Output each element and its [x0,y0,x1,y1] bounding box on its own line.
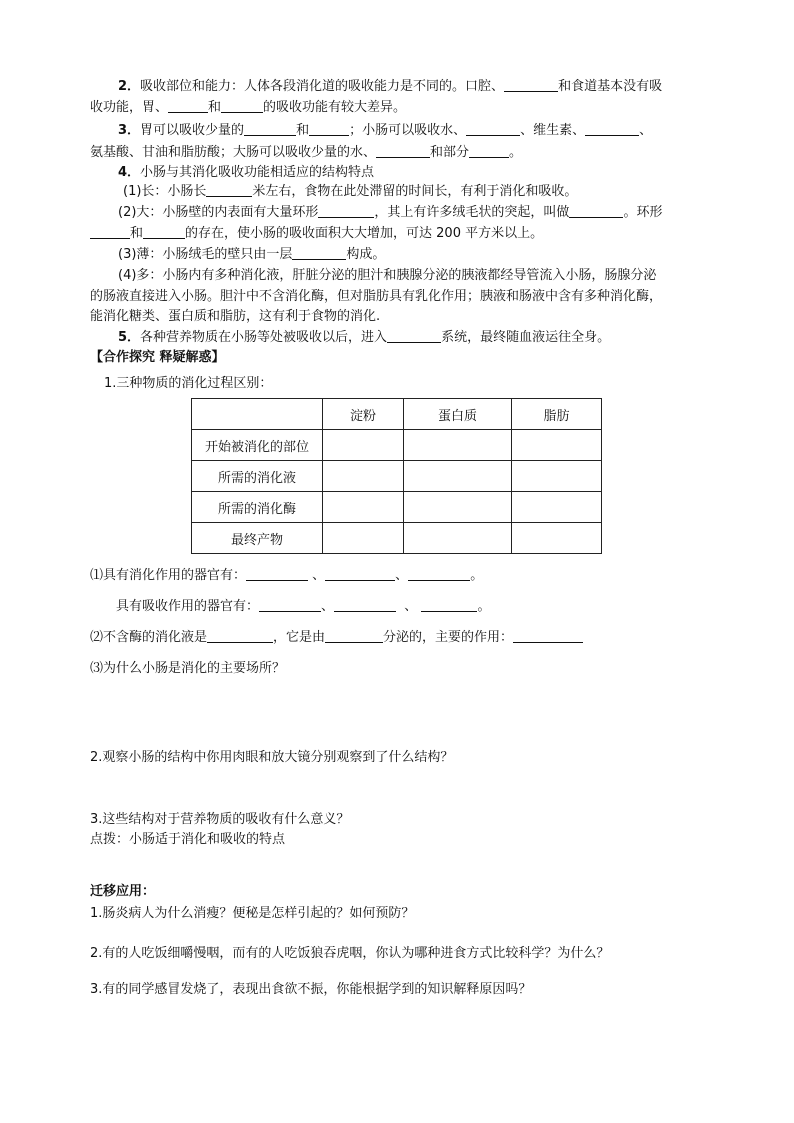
table-row-label: 所需的消化液 [192,461,323,492]
sub-3: ⑶为什么小肠是消化的主要场所？ [90,661,286,676]
blank[interactable] [469,143,509,158]
blank[interactable] [90,224,130,239]
blank[interactable] [585,121,639,136]
text: (1)长：小肠长 [123,184,207,199]
item-number: 4． [118,165,141,180]
blank[interactable] [466,121,520,136]
item-number: 3． [118,123,141,138]
blank[interactable] [221,98,263,113]
table-header-cell: 脂肪 [512,399,602,430]
table-row [192,523,602,554]
table-cell[interactable] [512,523,602,554]
item-4-3 [118,245,385,265]
item-4-2-line-1 [118,203,662,223]
blank[interactable] [309,121,349,136]
table-row-label: 开始被消化的部位 [192,430,323,461]
text: 具有吸收作用的器官有： [116,599,260,614]
table-header-cell: 淀粉 [323,399,404,430]
item-2-line-2 [90,98,406,118]
text: (2)大：小肠壁的内表面有大量环形 [118,205,319,220]
text: 的存在，使小肠的吸收面积大大增加，可达 200 平方米以上。 [185,226,544,241]
table-row [192,461,602,492]
table-header-cell: 蛋白质 [404,399,512,430]
text: 系统，最终随血液运往全身。 [441,330,611,345]
table-cell[interactable] [512,430,602,461]
sub-1 [90,566,483,586]
item-3-line-1 [118,121,652,141]
text: 、 [639,123,653,138]
blank[interactable] [207,628,273,643]
item-4-heading [118,163,374,183]
blank[interactable] [206,182,252,197]
table-header-cell [192,399,323,430]
table-cell[interactable] [323,461,404,492]
hint: 点拨：小肠适于消化和吸收的特点 [90,832,286,847]
table-cell[interactable] [404,461,512,492]
item-number: 5． [118,330,141,345]
blank[interactable] [504,77,558,92]
blank[interactable] [246,566,308,581]
text: ，其上有许多绒毛状的突起，叫做 [374,205,570,220]
text: (3)薄：小肠绒毛的壁只由一层 [118,247,293,262]
text: 吸收部位和能力：人体各段消化道的吸收能力是不同的。口腔、 [140,79,505,94]
text: 。 [470,568,484,583]
item-4-1 [123,182,577,202]
text: 。 [477,599,491,614]
application-2: 2.有的人吃饭细嚼慢咽，而有的人吃饭狼吞虎咽，你认为哪种进食方式比较科学？为什么？ [90,946,610,961]
table-cell[interactable] [323,492,404,523]
blank[interactable] [334,597,396,612]
text: 小肠与其消化吸收功能相适应的结构特点 [140,165,375,180]
application-1: 1.肠炎病人为什么消瘦？便秘是怎样引起的？如何预防？ [90,906,415,921]
text: 构成。 [346,247,386,262]
text: 各种营养物质在小肠等处被吸收以后，进入 [140,330,388,345]
blank[interactable] [325,628,383,643]
item-5 [118,328,610,348]
blank[interactable] [143,224,185,239]
application-3: 3.有的同学感冒发烧了，表现出食欲不振，你能根据学到的知识解释原因吗？ [90,982,532,997]
text: 收功能，胃、 [90,100,169,115]
blank[interactable] [376,143,430,158]
item-number: 2． [118,79,141,94]
table-row [192,430,602,461]
text: (4)多：小肠内有多种消化液，肝脏分泌的胆汁和胰腺分泌的胰液都经导管流入小肠，肠腺分泌 [118,268,657,283]
text: 、 [312,568,326,583]
table-cell[interactable] [323,523,404,554]
text: 、 [404,599,418,614]
table-cell[interactable] [404,523,512,554]
section-heading: 【合作探究 释疑解惑】 [90,350,225,365]
text: 的吸收功能有较大差异。 [263,100,407,115]
text: 和 [296,123,310,138]
blank[interactable] [259,597,321,612]
text: 氨基酸、甘油和脂肪酸；大肠可以吸收少量的水、 [90,145,377,160]
blank[interactable] [387,328,441,343]
text: ，它是由 [273,630,326,645]
blank[interactable] [513,628,583,643]
table-cell[interactable] [512,461,602,492]
text: 、 [395,568,409,583]
question-1: 1.三种物质的消化过程区别： [104,376,273,391]
text: 分泌的，主要的作用： [383,630,514,645]
table-row-label: 所需的消化酶 [192,492,323,523]
digestion-table [191,398,602,554]
blank[interactable] [292,245,346,260]
item-2-line-1 [118,77,662,97]
table-cell[interactable] [512,492,602,523]
question-3: 3.这些结构对于营养物质的吸收有什么意义？ [90,812,350,827]
sub-1b [116,597,490,617]
blank[interactable] [318,203,374,218]
table-row-label: 最终产物 [192,523,323,554]
item-4-4-line-3 [90,307,380,327]
item-4-4-line-2 [90,287,662,307]
text: 米左右，食物在此处滞留的时间长，有利于消化和吸收。 [252,184,578,199]
sub-2 [90,628,583,648]
item-4-4-line-1 [118,266,656,286]
text: 和部分 [430,145,470,160]
text: ；小肠可以吸收水、 [349,123,467,138]
blank[interactable] [244,121,296,136]
item-4-2-line-2 [90,224,543,244]
text: 。 [509,145,523,160]
text: 胃可以吸收少量的 [140,123,245,138]
table-cell[interactable] [404,492,512,523]
blank[interactable] [325,566,395,581]
blank[interactable] [569,203,623,218]
text: ⑴具有消化作用的器官有： [90,568,247,583]
blank[interactable] [408,566,470,581]
blank[interactable] [421,597,477,612]
text: 。环形 [623,205,663,220]
item-3-line-2 [90,143,522,163]
text: 和 [208,100,222,115]
text: 和 [130,226,144,241]
table-cell[interactable] [323,430,404,461]
text: 的肠液直接进入小肠。胆汁中不含消化酶，但对脂肪具有乳化作用；胰液和肠液中含有多种消化酶， [90,289,663,304]
blank[interactable] [168,98,208,113]
text: 和食道基本没有吸 [558,79,663,94]
text: 、 [321,599,335,614]
text: ⑵不含酶的消化液是 [90,630,208,645]
table-cell[interactable] [404,430,512,461]
application-heading: 迁移应用： [90,884,156,899]
text: 能消化糖类、蛋白质和脂肪，这有利于食物的消化. [90,309,381,324]
text: 、维生素、 [520,123,586,138]
table-row [192,492,602,523]
question-2: 2.观察小肠的结构中你用肉眼和放大镜分别观察到了什么结构？ [90,750,454,765]
table-header-row [192,399,602,430]
